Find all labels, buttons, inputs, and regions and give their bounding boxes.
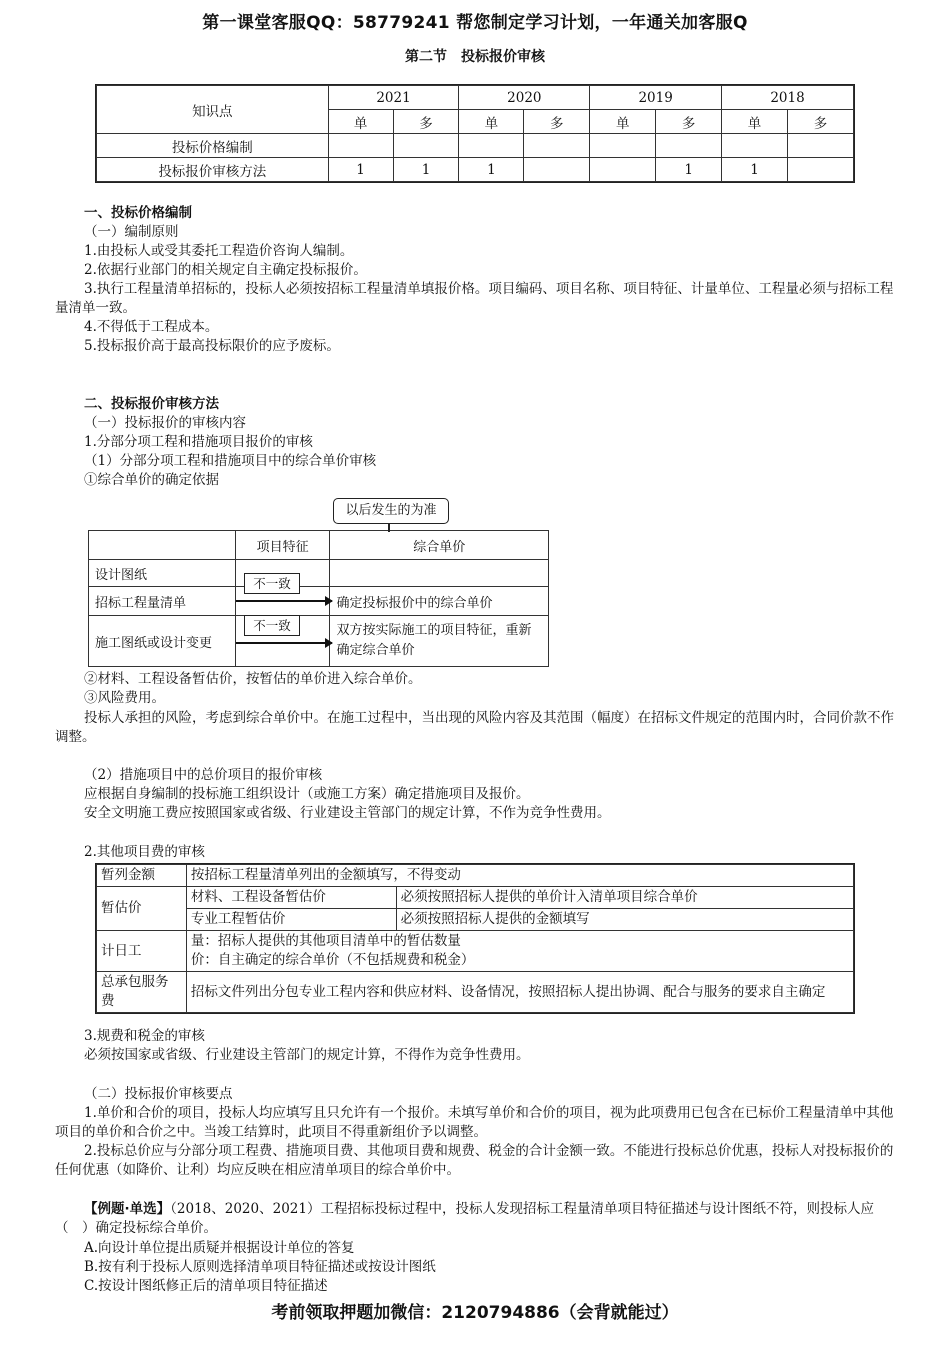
paragraph: 1.单价和合价的项目，投标人均应填写且只允许有一个报价。未填写单价和合价的项目，视为此项费用已包含在已标价工程量清单中其他项目的单价和合价之中。当竣工结算时，此项目不得重新组价予以调整。 (55, 1105, 894, 1140)
diagram-cell (330, 560, 549, 587)
diagram-col-header: 综合单价 (330, 531, 549, 560)
row-desc: 必须按照招标人提供的金额填写 (396, 909, 853, 931)
mismatch-tag: 不一致 (244, 573, 300, 594)
count-cell: 1 (656, 158, 722, 182)
year-header: 2019 (590, 86, 722, 110)
callout-note: 以后发生的为准 (333, 498, 449, 524)
row-desc: 招标文件列出分包专业工程内容和供应材料、设备情况，按照招标人提出协调、配合与服务的要求自主确定 (186, 972, 853, 1013)
count-cell: 1 (393, 158, 459, 182)
count-cell (524, 158, 590, 182)
count-cell (787, 158, 853, 182)
part1-item: 5.投标报价高于最高投标限价的应予废标。 (84, 338, 340, 354)
part2-heading: 二、投标报价审核方法 (84, 396, 219, 412)
paragraph: 必须按国家或省级、行业建设主管部门的规定计算，不得作为竞争性费用。 (84, 1047, 530, 1063)
single-header: 单 (459, 110, 524, 134)
paragraph: 2.投标总价应与分部分项工程费、措施项目费、其他项目费和规费、税金的合计金额一致。不能进行投标总价优惠，投标人对投标报价的任何优惠（如降价、让利）均应反映在相应清单项目的综合单价中。 (55, 1143, 894, 1178)
example-question (55, 1200, 895, 1238)
count-cell (328, 134, 393, 158)
year-header: 2020 (459, 86, 590, 110)
count-cell (393, 134, 459, 158)
page-footer: 考前领取押题加微信：2120794886（会背就能过） (271, 1303, 679, 1323)
row-desc: 必须按照招标人提供的单价计入清单项目综合单价 (396, 887, 853, 909)
example-tag: 【例题·单选】 (84, 1201, 171, 1217)
multi-header: 多 (524, 110, 590, 134)
option-c: C.按设计图纸修正后的清单项目特征描述 (84, 1278, 328, 1294)
multi-header: 多 (393, 110, 459, 134)
count-cell (787, 134, 853, 158)
corner-cell: 知识点 (97, 86, 329, 134)
part1-item: 1.由投标人或受其委托工程造价咨询人编制。 (84, 243, 354, 259)
row-label: 计日工 (97, 931, 187, 972)
other-items-table (96, 864, 854, 1013)
arrow-icon (236, 600, 332, 602)
row-label: 暂估价 (97, 887, 187, 931)
row-desc: 按招标工程量清单列出的金额填写，不得变动 (186, 865, 853, 887)
table-header-row (97, 86, 854, 110)
mismatch-tag: 不一致 (244, 615, 300, 636)
diagram-corner (89, 531, 236, 560)
part1-item: 4.不得低于工程成本。 (84, 319, 219, 335)
part2-line: ①综合单价的确定依据 (84, 472, 219, 488)
arrow-icon (236, 642, 332, 644)
row-label: 投标价格编制 (97, 134, 329, 158)
count-cell (590, 134, 656, 158)
row-label: 暂列金额 (97, 865, 187, 887)
count-cell: 1 (722, 158, 788, 182)
count-cell (524, 134, 590, 158)
part1-item: 2.依据行业部门的相关规定自主确定投标报价。 (84, 262, 367, 278)
paragraph: 应根据自身编制的投标施工组织设计（或施工方案）确定措施项目及报价。 (84, 786, 530, 802)
paragraph: ③风险费用。 (84, 690, 165, 706)
diagram-result: 确定投标报价中的综合单价 (330, 587, 549, 616)
paragraph: 安全文明施工费应按照国家或省级、行业建设主管部门的规定计算，不作为竞争性费用。 (84, 805, 611, 821)
part1-heading: 一、投标价格编制 (84, 205, 192, 221)
count-cell (459, 134, 524, 158)
count-cell (722, 134, 788, 158)
price-line: 价：自主确定的综合单价（不包括规费和税金） (190, 952, 475, 968)
count-cell: 1 (328, 158, 393, 182)
part1-subheading: （一）编制原则 (84, 224, 179, 240)
unit-price-basis-diagram (88, 530, 549, 667)
example-stem: （2018、2020、2021）工程招标投标过程中，投标人发现招标工程量清单项目特征描述与设计图纸不符，则投标人应（ ）确定投标综合单价。 (55, 1201, 874, 1236)
paragraph: （2）措施项目中的总价项目的报价审核 (84, 767, 323, 783)
multi-header: 多 (656, 110, 722, 134)
quantity-line: 量：招标人提供的其他项目清单中的暂估数量 (190, 933, 461, 949)
multi-header: 多 (787, 110, 853, 134)
single-header: 单 (722, 110, 788, 134)
diagram-row-label: 设计图纸 (89, 560, 236, 587)
exam-stats-table (96, 85, 854, 182)
year-header: 2018 (722, 86, 854, 110)
row-desc (186, 931, 853, 972)
option-a: A.向设计单位提出质疑并根据设计单位的答复 (84, 1240, 355, 1256)
page-header: 第一课堂客服QQ：58779241 帮您制定学习计划，一年通关加客服Q (202, 13, 748, 33)
subheading: （二）投标报价审核要点 (84, 1086, 233, 1102)
diagram-row-label: 招标工程量清单 (89, 587, 236, 616)
option-b: B.按有利于投标人原则选择清单项目特征描述或按设计图纸 (84, 1259, 436, 1275)
part2-subheading: （一）投标报价的审核内容 (84, 415, 246, 431)
diagram-result: 双方按实际施工的项目特征，重新确定综合单价 (330, 616, 549, 667)
part2-line: （1）分部分项工程和措施项目中的综合单价审核 (84, 453, 377, 469)
table-row (97, 134, 854, 158)
paragraph: 3.规费和税金的审核 (84, 1028, 205, 1044)
count-cell (656, 134, 722, 158)
year-header: 2021 (328, 86, 459, 110)
paragraph: 投标人承担的风险，考虑到综合单价中。在施工过程中，当出现的风险内容及其范围（幅度）在招标文件规定的范围内时，合同价款不作调整。 (55, 710, 894, 745)
single-header: 单 (590, 110, 656, 134)
single-header: 单 (328, 110, 393, 134)
diagram-col-header: 项目特征 (235, 531, 330, 560)
diagram-row-label: 施工图纸或设计变更 (89, 616, 236, 667)
table-row (97, 158, 854, 182)
count-cell (590, 158, 656, 182)
row-label: 投标报价审核方法 (97, 158, 329, 182)
row-subitem: 专业工程暂估价 (186, 909, 396, 931)
count-cell: 1 (459, 158, 524, 182)
paragraph: 2.其他项目费的审核 (84, 844, 205, 860)
row-subitem: 材料、工程设备暂估价 (186, 887, 396, 909)
paragraph: ②材料、工程设备暂估价，按暂估的单价进入综合单价。 (84, 671, 422, 687)
part1-item: 3.执行工程量清单招标的，投标人必须按招标工程量清单填报价格。项目编码、项目名称、项目特征、计量单位、工程量必须与招标工程量清单一致。 (55, 281, 894, 316)
row-label: 总承包服务费 (97, 972, 187, 1013)
section-title: 第二节 投标报价审核 (405, 49, 545, 65)
part2-line: 1.分部分项工程和措施项目报价的审核 (84, 434, 313, 450)
